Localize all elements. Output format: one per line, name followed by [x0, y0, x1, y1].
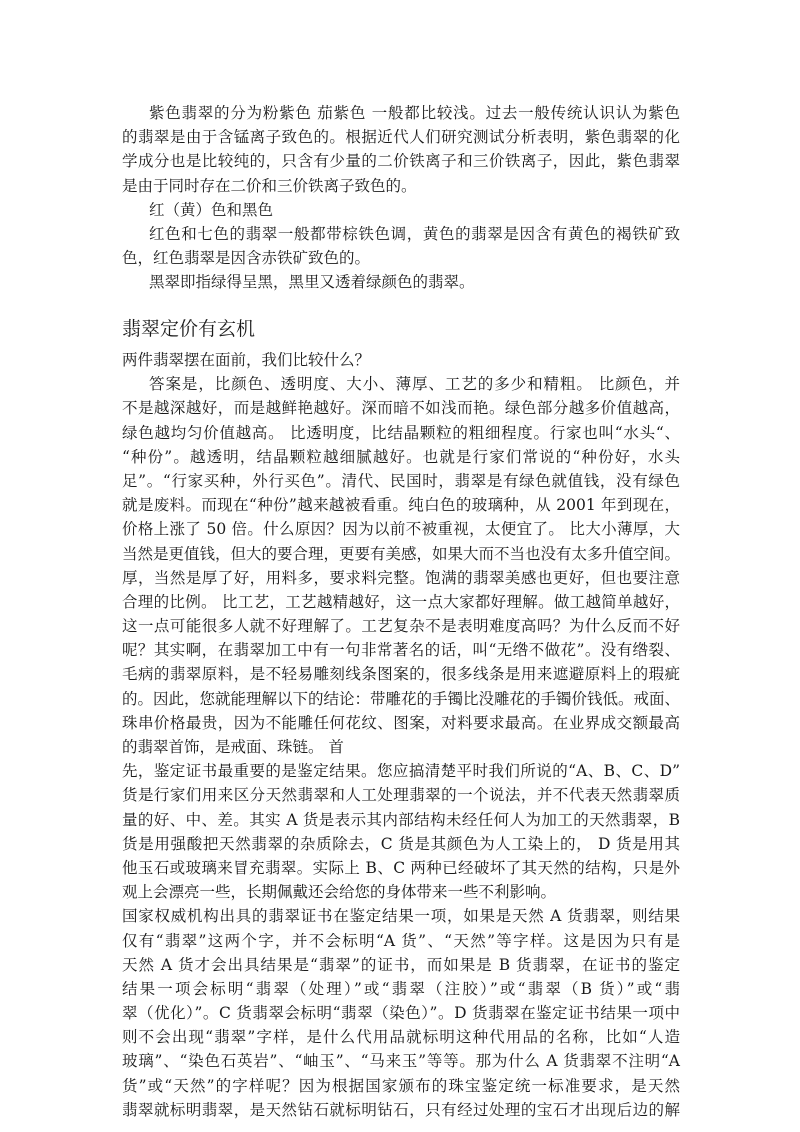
paragraph-line: 珠串价格最贵，因为不能雕任何花纹、图案，对料要求最高。在业界成交额最高	[122, 713, 680, 732]
paragraph-line: 这一点可能很多人就不好理解了。工艺复杂不是表明难度高吗？为什么反而不好	[122, 617, 680, 636]
paragraph-line: 国家权威机构出具的翡翠证书在鉴定结果一项，如果是天然 A 货翡翠，则结果	[122, 907, 680, 926]
paragraph-line: 货”或“天然”的字样呢？因为根据国家颁布的珠宝鉴定统一标准要求，是天然	[122, 1076, 680, 1095]
paragraph-line: 结果一项会标明“翡翠（处理）”或“翡翠（注胶）”或“翡翠（B 货）”或“翡	[122, 979, 680, 998]
paragraph-line: 就是废料。而现在“种份”越来越被看重。纯白色的玻璃种，从 2001 年到现在，	[122, 496, 680, 515]
paragraph-line: 紫色翡翠的分为粉紫色 茄紫色 一般都比较浅。过去一般传统认识认为紫色	[149, 104, 680, 122]
paragraph-line: 的。因此，您就能理解以下的结论：带雕花的手镯比没雕花的手镯价钱低。戒面、	[122, 689, 681, 708]
paragraph-line: 不是越深越好，而是越鲜艳越好。深而暗不如浅而艳。绿色部分越多价值越高，	[122, 399, 680, 418]
black-jade-paragraph: 黑翠即指绿得呈黑，黑里又透着绿颜色的翡翠。	[149, 273, 475, 292]
jade-colors-section	[122, 101, 680, 295]
paragraph-line: 的翡翠是由于含锰离子致色的。根据近代人们研究测试分析表明，紫色翡翠的化	[122, 128, 680, 147]
paragraph-line: 仅有“翡翠”这两个字，并不会标明“A 货”、“天然”等字样。这是因为只有是	[122, 931, 680, 950]
paragraph-line: 价格上涨了 50 倍。什么原因？因为以前不被重视，太便宜了。 比大小薄厚，大	[122, 520, 680, 539]
paragraph-line: 翡翠就标明翡翠，是天然钻石就标明钻石，只有经过处理的宝石才出现后边的解	[122, 1100, 680, 1119]
grading-paragraph	[122, 759, 680, 904]
paragraph-line: 色，红色翡翠是因含赤铁矿致色的。	[122, 249, 371, 268]
paragraph-line: 货是用强酸把天然翡翠的杂质除去，C 货是其颜色为人工染上的， D 货是用其	[122, 834, 680, 853]
paragraph-line: 绿色越均匀价值越高。 比透明度，比结晶颗粒的粗细程度。行家也叫“水头“、	[122, 423, 680, 442]
red-yellow-jade-paragraph	[122, 222, 680, 270]
paragraph-line: 学成分也是比较纯的，只含有少量的二价铁离子和三价铁离子，因此，紫色翡翠	[122, 152, 680, 171]
paragraph-line: 厚，当然是厚了好，用料多，要求料完整。饱满的翡翠美感也更好，但也要注意	[122, 568, 680, 587]
paragraph-line: 是由于同时存在二价和三价铁离子致色的。	[122, 176, 417, 195]
paragraph-line: 他玉石或玻璃来冒充翡翠。实际上 B、C 两种已经破坏了其天然的结构，只是外	[122, 858, 680, 877]
paragraph-line: 毛病的翡翠原料，是不轻易雕刻线条图案的，很多线条是用来遮避原料上的瑕疵	[122, 665, 680, 684]
paragraph-line: 呢？其实啊，在翡翠加工中有一句非常著名的话，叫“无绺不做花”。没有绺裂、	[122, 641, 680, 660]
paragraph-line: 先，鉴定证书最重要的是鉴定结果。您应搞清楚平时我们所说的“A、B、C、D”	[122, 762, 680, 781]
article-header	[122, 315, 680, 343]
paragraph-line: 红色和七色的翡翠一般都带棕铁色调，黄色的翡翠是因含有黄色的褐铁矿致	[149, 224, 680, 243]
article-title: 翡翠定价有玄机	[122, 318, 256, 340]
answer-paragraph	[122, 372, 680, 759]
paragraph-line: 足”。“行家买种，外行买色”。清代、民国时，翡翠是有绿色就值钱，没有绿色	[122, 471, 680, 490]
certificate-paragraph	[122, 904, 680, 1122]
paragraph-line: 天然 A 货才会出具结果是“翡翠”的证书，而如果是 B 货翡翠，在证书的鉴定	[122, 955, 680, 974]
paragraph-line: 货是行家们用来区分天然翡翠和人工处理翡翠的一个说法，并不代表天然翡翠质	[122, 786, 680, 805]
red-black-subheading: 红（黄）色和黑色	[149, 200, 274, 219]
paragraph-line: 玻璃”、“染色石英岩”、“岫玉”、“马来玉”等等。那为什么 A 货翡翠不注明“A	[122, 1052, 680, 1071]
paragraph-line: 量的好、中、差。其实 A 货是表示其内部结构未经任何人为加工的天然翡翠，B	[122, 810, 680, 829]
article-body	[122, 348, 680, 1122]
purple-jade-paragraph	[122, 101, 680, 198]
paragraph-line: 答案是，比颜色、透明度、大小、薄厚、工艺的多少和精粗。 比颜色，并	[149, 375, 680, 394]
paragraph-line: “种份”。越透明，结晶颗粒越细腻越好。也就是行家们常说的“种份好，水头	[122, 447, 680, 466]
paragraph-line: 合理的比例。 比工艺，工艺越精越好，这一点大家都好理解。做工越简单越好，	[122, 592, 680, 611]
paragraph-line: 的翡翠首饰，是戒面、珠链。 首	[122, 738, 344, 756]
paragraph-line: 观上会漂亮一些，长期佩戴还会给您的身体带来一些不利影响。	[122, 883, 557, 902]
article-question: 两件翡翠摆在面前，我们比较什么？	[122, 351, 371, 369]
paragraph-line: 翠（优化）”。C 货翡翠会标明“翡翠（染色）”。D 货翡翠在鉴定证书结果一项中	[122, 1004, 680, 1023]
paragraph-line: 则不会出现“翡翠”字样，是什么代用品就标明这种代用品的名称，比如“人造	[122, 1028, 680, 1047]
paragraph-line: 当然是更值钱，但大的要合理，更要有美感，如果大而不当也没有太多升值空间。	[122, 544, 681, 563]
